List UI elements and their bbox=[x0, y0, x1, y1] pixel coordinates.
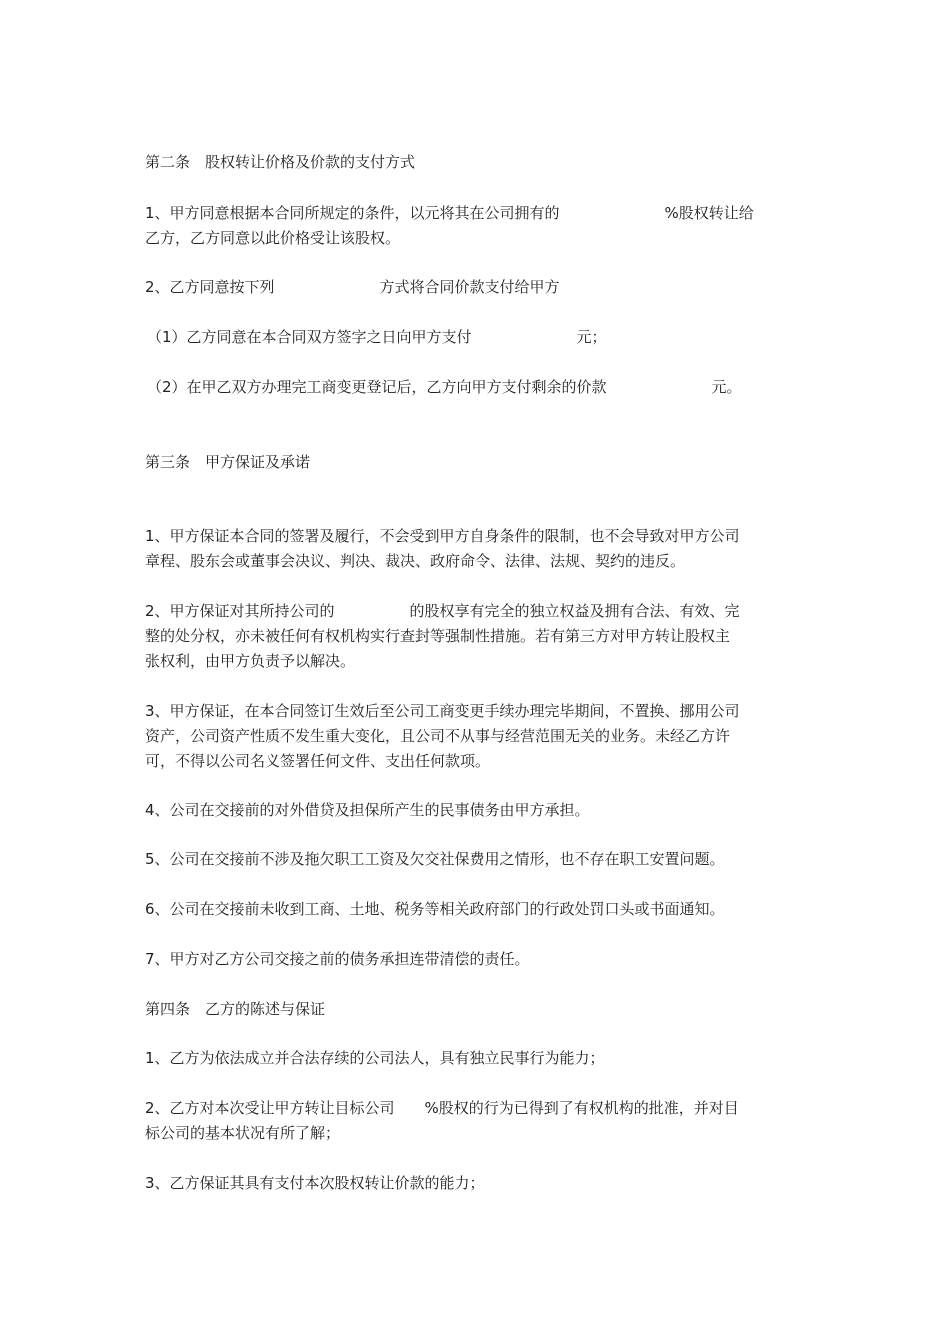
paragraph-line: 2、乙方同意按下列 方式将合同价款支付给甲方 bbox=[145, 278, 560, 296]
paragraph-line: 章程、股东会或董事会决议、判决、裁决、政府命令、法律、法规、契约的违反。 bbox=[145, 552, 686, 570]
paragraph-line: 乙方，乙方同意以此价格受让该股权。 bbox=[145, 229, 401, 247]
section-heading: 第三条 甲方保证及承诺 bbox=[145, 453, 311, 471]
paragraph-line: 1、甲方同意根据本合同所规定的条件，以元将其在公司拥有的 %股权转让给 bbox=[145, 204, 754, 222]
paragraph-line: 2、甲方保证对其所持公司的 的股权享有完全的独立权益及拥有合法、有效、完 bbox=[145, 602, 740, 620]
paragraph-line: 1、乙方为依法成立并合法存续的公司法人，具有独立民事行为能力； bbox=[145, 1049, 605, 1067]
paragraph-line: 张权利，由甲方负责予以解决。 bbox=[145, 652, 356, 670]
paragraph-line: 标公司的基本状况有所了解； bbox=[145, 1124, 341, 1142]
section-heading: 第二条 股权转让价格及价款的支付方式 bbox=[145, 153, 416, 171]
paragraph-line: 4、公司在交接前的对外借贷及担保所产生的民事债务由甲方承担。 bbox=[145, 801, 590, 819]
paragraph-line: 7、甲方对乙方公司交接之前的债务承担连带清偿的责任。 bbox=[145, 950, 530, 968]
paragraph-line: 整的处分权，亦未被任何有权机构实行查封等强制性措施。若有第三方对甲方转让股权主 bbox=[145, 627, 731, 645]
paragraph-line: 3、甲方保证，在本合同签订生效后至公司工商变更手续办理完毕期间，不置换、挪用公司 bbox=[145, 702, 740, 720]
paragraph-line: 2、乙方对本次受让甲方转让目标公司 %股权的行为已得到了有权机构的批准，并对目 bbox=[145, 1099, 739, 1117]
paragraph-line: 5、公司在交接前不涉及拖欠职工工资及欠交社保费用之情形，也不存在职工安置问题。 bbox=[145, 850, 725, 868]
paragraph-line: 3、乙方保证其具有支付本次股权转让价款的能力； bbox=[145, 1174, 485, 1192]
paragraph-line: 可，不得以公司名义签署任何文件、支出任何款项。 bbox=[145, 752, 491, 770]
paragraph-line: 资产，公司资产性质不发生重大变化，且公司不从事与经营范围无关的业务。未经乙方许 bbox=[145, 727, 731, 745]
paragraph-line: 6、公司在交接前未收到工商、土地、税务等相关政府部门的行政处罚口头或书面通知。 bbox=[145, 900, 725, 918]
paragraph-line: （2）在甲乙双方办理完工商变更登记后，乙方向甲方支付剩余的价款 元。 bbox=[147, 378, 742, 396]
section-heading: 第四条 乙方的陈述与保证 bbox=[145, 1000, 326, 1018]
paragraph-line: 1、甲方保证本合同的签署及履行，不会受到甲方自身条件的限制，也不会导致对甲方公司 bbox=[145, 527, 740, 545]
paragraph-line: （1）乙方同意在本合同双方签字之日向甲方支付 元； bbox=[147, 328, 607, 346]
